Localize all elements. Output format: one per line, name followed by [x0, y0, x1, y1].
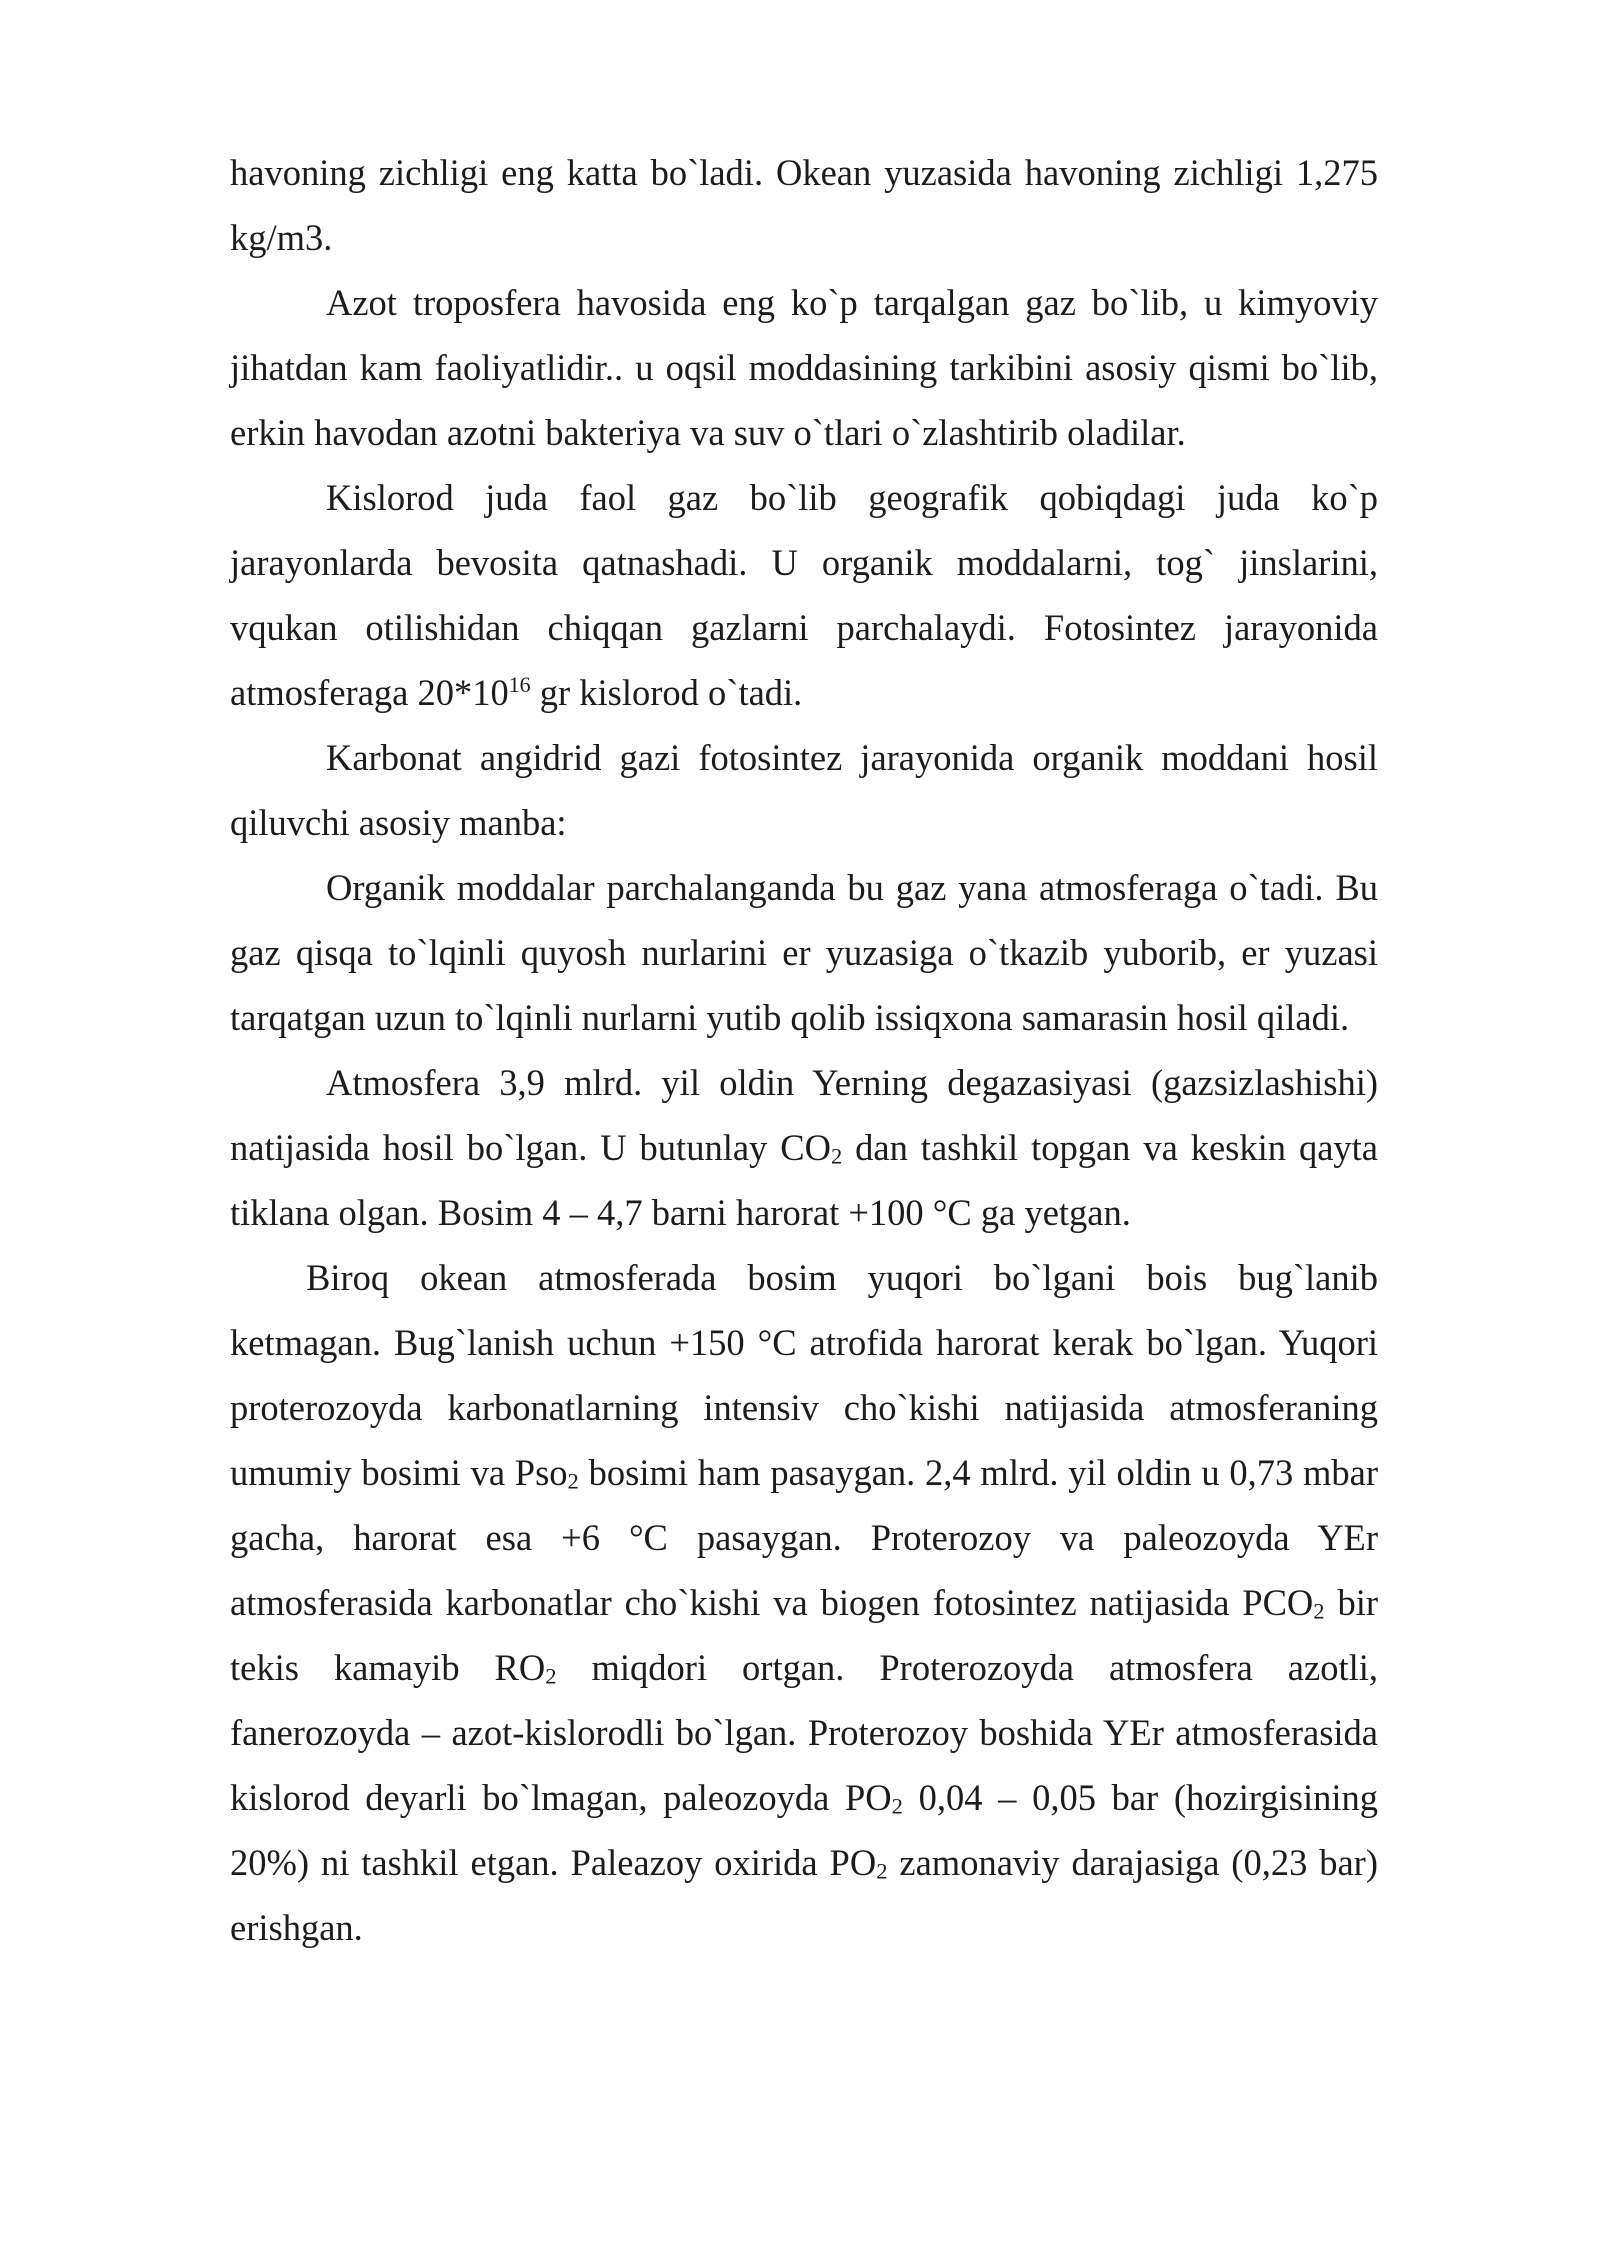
subscript-2: 2: [876, 1858, 888, 1884]
subscript-2: 2: [891, 1793, 903, 1819]
paragraph-oxygen-text: Kislorod juda faol gaz bo`lib geografik qobiqdagi juda ko`p jarayonlarda bevosita qatnashadi. U organik moddalarni, tog` jinslarini, vqukan otilishidan chiqqan gazlarni parchalaydi. Fotosintez jarayonida atmosferaga 20*10: [230, 477, 1378, 713]
paragraph-atmosphere-origin: [230, 1050, 1378, 1245]
paragraph-ocean-text-b: bosimi ham pasaygan. 2,4 mlrd. yil oldin u 0,73 mbar gacha, harorat esa +6 °C pasaygan. Proterozoy va paleozoyda YEr atmosferasida karbonatlar cho`kishi va biogen fotosintez natijasida PCO: [230, 1452, 1378, 1623]
paragraph-ocean-text-f: zamonaviy darajasiga (0,23 bar) erishgan.: [230, 1842, 1378, 1948]
paragraph-ocean-text-a: Biroq okean atmosferada bosim yuqori bo`lgani bois bug`lanib ketmagan. Bug`lanish uchun +150 °C atrofida harorat kerak bo`lgan. Yuqori proterozoyda karbonatlarning intensiv cho`kishi natijasida atmosferaning umumiy bosimi va Pso: [230, 1257, 1378, 1493]
subscript-2: 2: [545, 1663, 557, 1689]
subscript-2: 2: [830, 1143, 843, 1169]
paragraph-oxygen: [230, 465, 1378, 725]
document-page: [230, 140, 1378, 1960]
superscript-exponent: 16: [508, 671, 531, 697]
paragraph-ocean-text-e: 0,04 – 0,05 bar (hozirgisining 20%) ni tashkil etgan. Paleazoy oxirida PO: [230, 1777, 1378, 1883]
paragraph-carbon-dioxide: Karbonat angidrid gazi fotosintez jarayonida organik moddani hosil qiluvchi asosiy manba:: [230, 737, 1378, 843]
paragraph-origin-text-end: dan tashkil topgan va keskin qayta tiklana olgan. Bosim 4 – 4,7 barni harorat +100 °C ga yetgan.: [230, 1127, 1378, 1233]
paragraph-air-density: havoning zichligi eng katta bo`ladi. Okean yuzasida havoning zichligi 1,275 kg/m3.: [230, 152, 1378, 258]
subscript-2: 2: [567, 1468, 579, 1494]
paragraph-oxygen-text-end: gr kislorod o`tadi.: [530, 672, 803, 713]
paragraph-ocean-text-c: bir tekis kamayib RO: [230, 1582, 1379, 1688]
paragraph-ocean-pressure: [230, 1245, 1378, 1960]
subscript-2: 2: [1313, 1598, 1325, 1624]
paragraph-origin-text: Atmosfera 3,9 mlrd. yil oldin Yerning degazasiyasi (gazsizlashishi) natijasida hosil bo`lgan. U butunlay CO: [230, 1062, 1378, 1168]
paragraph-greenhouse: Organik moddalar parchalanganda bu gaz yana atmosferaga o`tadi. Bu gaz qisqa to`lqinli quyosh nurlarini er yuzasiga o`tkazib yuborib, er yuzasi tarqatgan uzun to`lqinli nurlarni yutib qolib issiqxona samarasin hosil qiladi.: [230, 867, 1378, 1038]
paragraph-ocean-text-d: miqdori ortgan. Proterozoyda atmosfera azotli, fanerozoyda – azot-kislorodli bo`lgan. Proterozoy boshida YEr atmosferasida kislorod deyarli bo`lmagan, paleozoyda PO: [230, 1647, 1378, 1818]
paragraph-nitrogen: Azot troposfera havosida eng ko`p tarqalgan gaz bo`lib, u kimyoviy jihatdan kam faoliyatlidir.. u oqsil moddasining tarkibini asosiy qismi bo`lib, erkin havodan azotni bakteriya va suv o`tlari o`zlashtirib oladilar.: [230, 282, 1378, 453]
